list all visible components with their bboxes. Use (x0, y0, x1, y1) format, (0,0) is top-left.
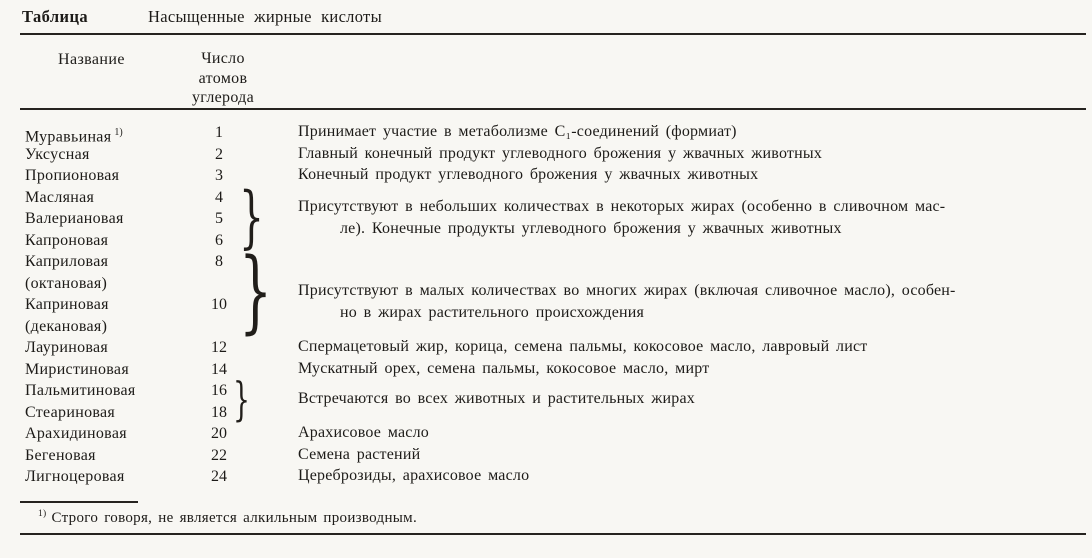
carbon-count: 16 (211, 382, 227, 399)
carbon-count: 8 (215, 253, 223, 270)
acid-name: (октановая) (25, 274, 108, 292)
table-body (0, 112, 1092, 506)
footnote-marker: 1) (38, 509, 47, 519)
acid-name: Каприловая (25, 253, 109, 270)
description-line: Присутствуют в малых количествах во многих жирах (включая сливочное масло), особен- (298, 282, 956, 300)
description-line: Встречаются во всех животных и растительных жирах (298, 389, 695, 407)
carbon-count: 10 (211, 296, 227, 313)
description (298, 143, 1086, 165)
description-line: но в жирах растительного происхождения (340, 303, 645, 321)
carbon-count: 20 (211, 425, 227, 442)
description-line: Цереброзиды, арахисовое масло (298, 467, 530, 484)
description-line: Конечный продукт углеводного брожения у жвачных животных (298, 166, 759, 183)
acid-name: Арахидиновая (25, 425, 127, 442)
acid-name: Масляная (25, 188, 95, 206)
description (298, 444, 1086, 466)
description (298, 336, 1086, 358)
carbon-count: 5 (215, 210, 223, 227)
description (298, 196, 1086, 239)
carbon-count: 2 (215, 145, 223, 163)
table-label: Таблица (22, 7, 89, 26)
description (298, 388, 1086, 410)
carbon-count: 1 (215, 124, 223, 141)
column-header-line: Число (201, 50, 245, 67)
carbon-count: 24 (211, 468, 227, 485)
acid-name: Валериановая (25, 210, 124, 227)
acid-name: Уксусная (25, 145, 90, 163)
description (298, 280, 1086, 323)
footnote-rule (20, 501, 138, 503)
carbon-count: 18 (211, 403, 227, 421)
acid-name: Бегеновая (25, 446, 96, 464)
carbon-count: 22 (211, 446, 227, 464)
table-row (0, 251, 1092, 273)
description (298, 422, 1086, 444)
acid-name: Капроновая (25, 231, 109, 249)
grouping-brace: } (233, 372, 250, 426)
acid-name: Лигноцеровая (25, 468, 125, 485)
column-header-line: углерода (191, 89, 255, 106)
carbon-count: 3 (215, 167, 223, 184)
grouping-brace: } (239, 176, 265, 256)
header-rule (20, 108, 1086, 110)
acid-name: (декановая) (25, 317, 108, 335)
bottom-rule (20, 533, 1086, 535)
carbon-count: 4 (215, 188, 223, 206)
description (298, 121, 1086, 143)
table-title: Насыщенные жирные кислоты (148, 7, 382, 26)
carbon-count: 6 (215, 231, 223, 249)
column-header-carbons (164, 49, 282, 108)
grouping-brace: } (239, 240, 273, 344)
carbon-count: 12 (211, 339, 227, 356)
acid-name: Миристиновая (25, 360, 129, 378)
description-line: Принимает участие в метаболизме C₁-соединений (формиат) (298, 123, 737, 140)
description-line: ле). Конечные продукты углеводного брожения у жвачных животных (340, 219, 842, 237)
acid-name: Каприновая (25, 296, 109, 313)
description (298, 465, 1086, 487)
acid-name: Лауриновая (25, 339, 109, 356)
carbon-count: 14 (211, 360, 227, 378)
column-header-name: Название (58, 51, 125, 68)
column-header-line: атомов (198, 69, 248, 87)
footnote-ref: 1) (114, 127, 123, 138)
footnote (38, 509, 417, 527)
description (298, 358, 1086, 380)
top-rule (20, 33, 1086, 35)
acid-name: Муравьиная $^{1)}$ (25, 127, 123, 146)
acid-name: Стеариновая (25, 403, 116, 421)
description-line: Спермацетовый жир, корица, семена пальмы, кокосовое масло, лавровый лист (298, 338, 868, 355)
description-line: Семена растений (298, 445, 421, 463)
description-line: Присутствуют в небольших количествах в некоторых жирах (особенно в сливочном мас- (298, 198, 946, 216)
acid-name: Пальмитиновая (25, 382, 136, 399)
footnote-text: Строго говоря, не является алкильным производным. (51, 510, 418, 526)
description-line: Главный конечный продукт углеводного брожения у жвачных животных (298, 144, 823, 162)
description-line: Мускатный орех, семена пальмы, кокосовое масло, мирт (298, 359, 710, 377)
description (298, 164, 1086, 186)
description-line: Арахисовое масло (298, 424, 429, 441)
acid-name: Пропионовая (25, 167, 120, 184)
